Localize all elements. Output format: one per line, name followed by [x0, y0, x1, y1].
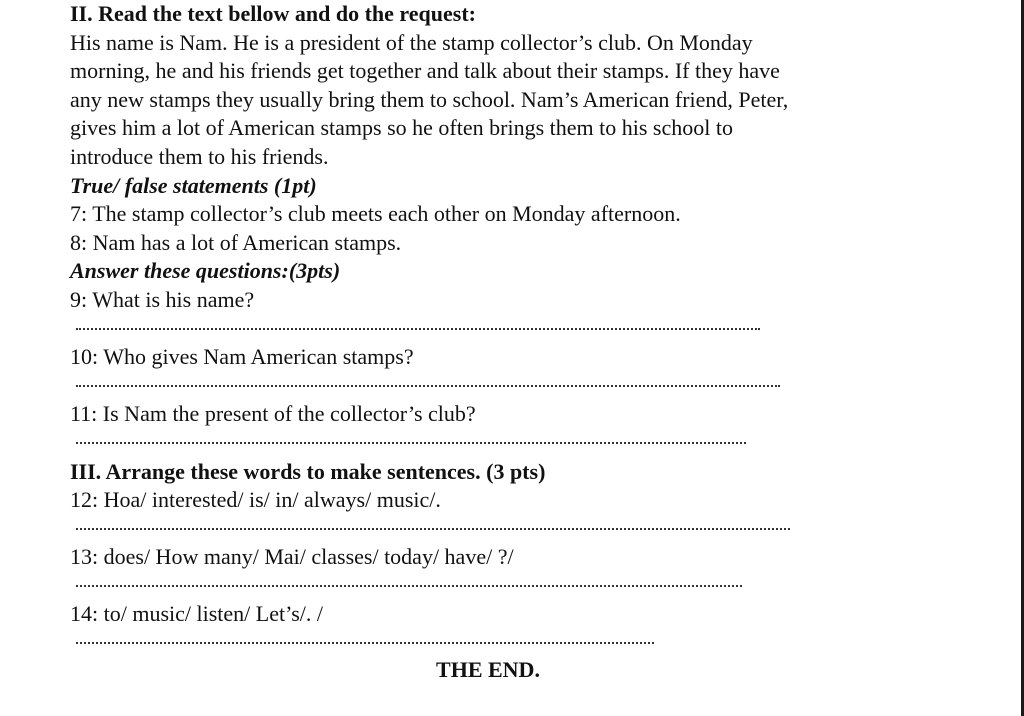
section-3-heading: III. Arrange these words to make sentences. (3 pts)	[70, 458, 546, 484]
question-10: 10: Who gives Nam American stamps?	[70, 344, 414, 370]
true-false-item-8: 8: Nam has a lot of American stamps.	[70, 229, 402, 255]
answer-line-12[interactable]	[70, 515, 970, 544]
questions-heading: Answer these questions:(3pts)	[70, 258, 341, 284]
question-9: 9: What is his name?	[70, 286, 255, 312]
passage-line: His name is Nam. He is a president of the stamp collector’s club. On Monday	[70, 29, 753, 55]
arrange-item-14: 14: to/ music/ listen/ Let’s/. /	[70, 601, 323, 627]
question-11: 11: Is Nam the present of the collector’s club?	[70, 401, 476, 427]
arrange-item-13: 13: does/ How many/ Mai/ classes/ today/ have/ ?/	[70, 544, 514, 570]
answer-line-9[interactable]	[70, 315, 970, 344]
answer-line-10[interactable]	[70, 372, 970, 401]
passage-line: introduce them to his friends.	[70, 143, 329, 169]
passage-line: gives him a lot of American stamps so he often brings them to his school to	[70, 115, 733, 141]
passage-line: any new stamps they usually bring them to school. Nam’s American friend, Peter,	[70, 86, 789, 112]
worksheet-content	[70, 0, 970, 658]
arrange-item-12: 12: Hoa/ interested/ is/ in/ always/ music/.	[70, 487, 441, 513]
section-2-heading: II. Read the text bellow and do the request:	[70, 1, 476, 26]
answer-line-11[interactable]	[70, 429, 970, 458]
the-end-text: THE END.	[436, 657, 540, 682]
answer-line-14[interactable]	[70, 629, 970, 658]
answer-line-13[interactable]	[70, 572, 970, 601]
true-false-item-7: 7: The stamp collector’s club meets each other on Monday afternoon.	[70, 201, 681, 227]
true-false-heading: True/ false statements (1pt)	[70, 172, 317, 198]
passage-line: morning, he and his friends get together and talk about their stamps. If they have	[70, 58, 780, 84]
